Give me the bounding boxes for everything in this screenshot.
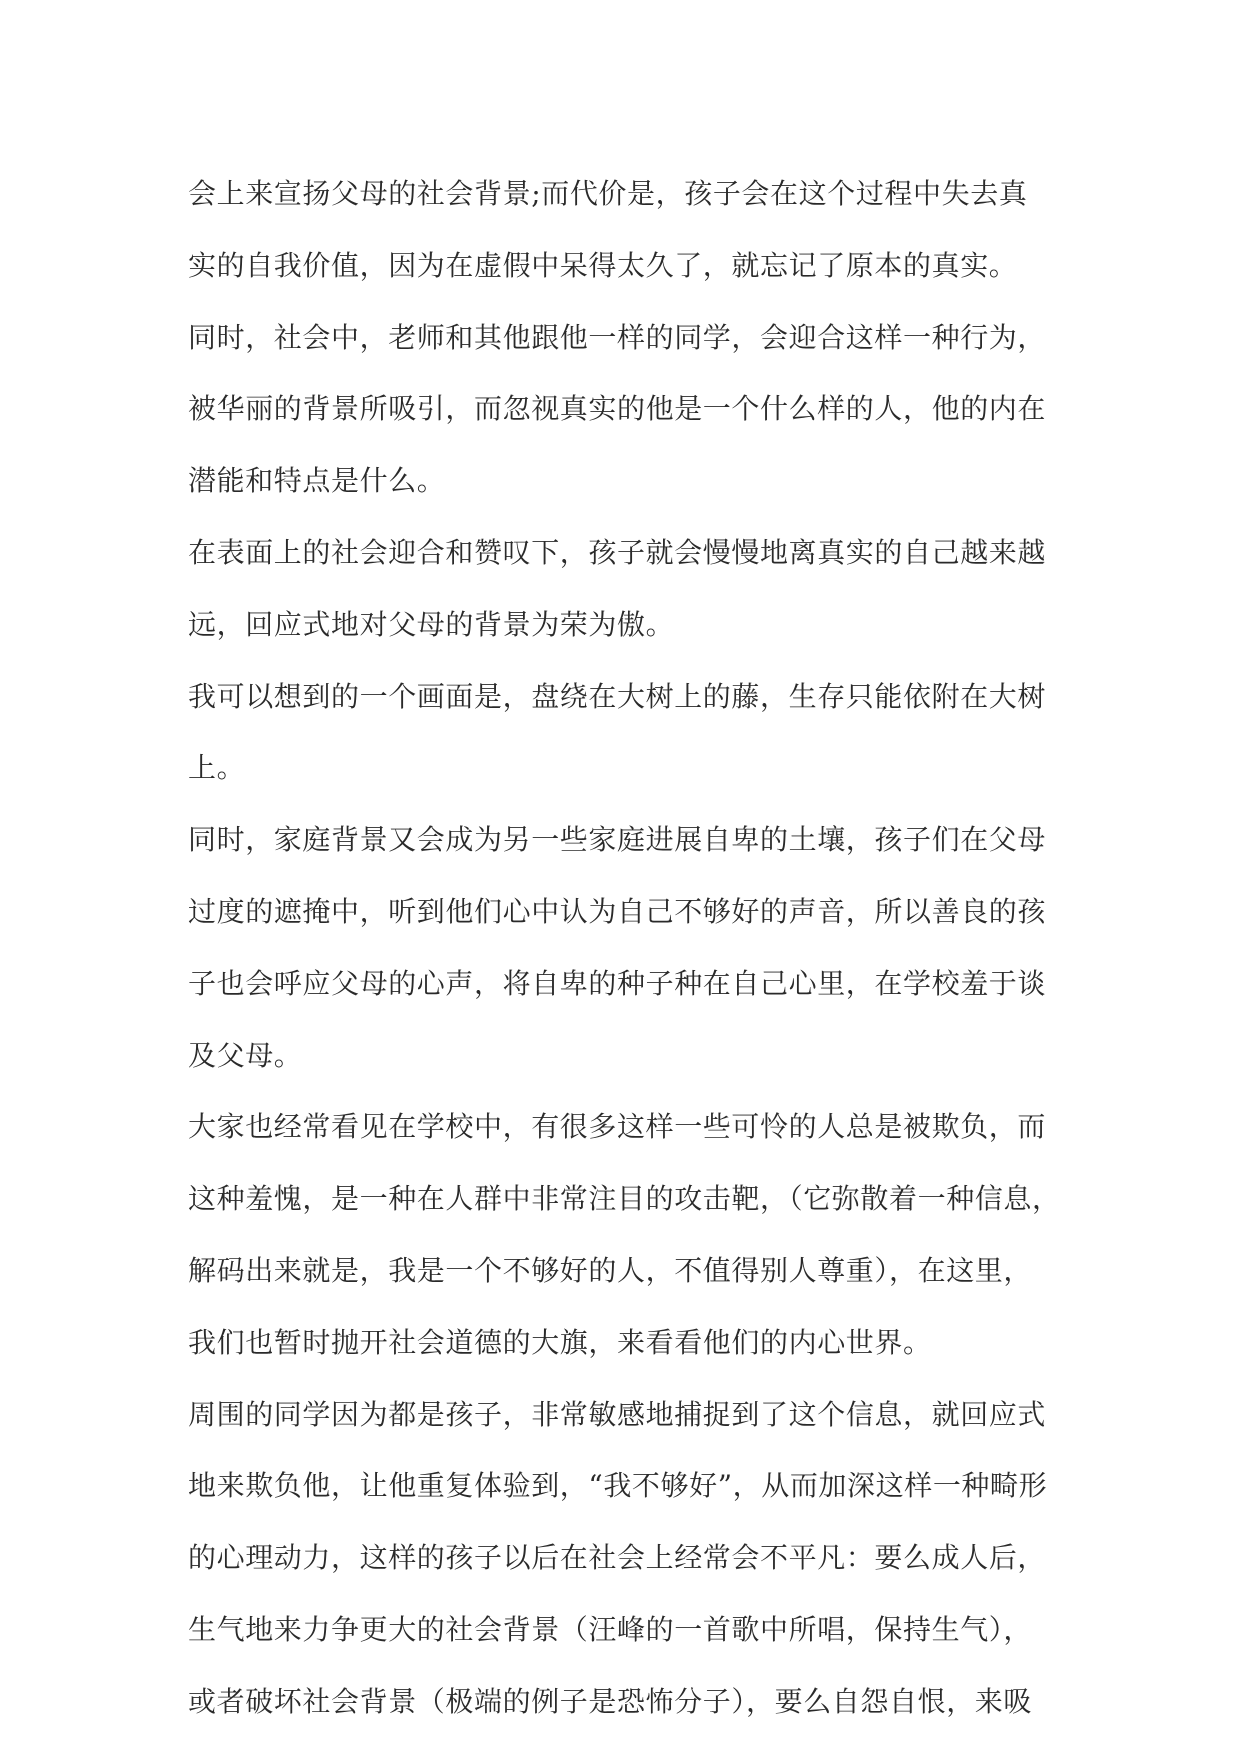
text-line: 解码出来就是，我是一个不够好的人，不值得别人尊重），在这里，: [188, 1253, 1033, 1287]
text-line: 在表面上的社会迎合和赞叹下，孩子就会慢慢地离真实的自己越来越: [188, 535, 1047, 569]
text-line: 或者破坏社会背景（极端的例子是恐怖分子），要么自怨自恨，来吸: [188, 1684, 1033, 1718]
text-line: 周围的同学因为都是孩子，非常敏感地捕捉到了这个信息，就回应式: [188, 1397, 1047, 1431]
text-line: 上。: [188, 751, 246, 785]
text-line: 过度的遮掩中，听到他们心中认为自己不够好的声音，所以善良的孩: [188, 894, 1047, 928]
text-line: 我可以想到的一个画面是，盘绕在大树上的藤，生存只能依附在大树: [188, 679, 1047, 713]
text-line: 子也会呼应父母的心声，将自卑的种子种在自己心里，在学校羞于谈: [188, 966, 1047, 1000]
text-line: 的心理动力，这样的孩子以后在社会上经常会不平凡：要么成人后，: [188, 1541, 1047, 1575]
text-line: 我们也暂时抛开社会道德的大旗，来看看他们的内心世界。: [188, 1325, 932, 1359]
body-text: [188, 158, 1061, 1738]
text-line: 被华丽的背景所吸引，而忽视真实的他是一个什么样的人，他的内在: [188, 392, 1047, 426]
text-line: 会上来宣扬父母的社会背景;而代价是，孩子会在这个过程中失去真: [188, 177, 1028, 210]
text-line: 这种羞愧，是一种在人群中非常注目的攻击靶，（它弥散着一种信息，: [188, 1182, 1061, 1216]
text-line: 同时，社会中，老师和其他跟他一样的同学，会迎合这样一种行为，: [188, 320, 1047, 354]
text-line: 地来欺负他，让他重复体验到，“我不够好”，从而加深这样一种畸形: [188, 1469, 1048, 1503]
text-line: 潜能和特点是什么。: [188, 464, 446, 498]
text-line: 大家也经常看见在学校中，有很多这样一些可怜的人总是被欺负，而: [188, 1110, 1047, 1144]
text-line: 实的自我价值，因为在虚假中呆得太久了，就忘记了原本的真实。: [188, 248, 1018, 282]
text-line: 生气地来力争更大的社会背景（汪峰的一首歌中所唱，保持生气），: [188, 1612, 1033, 1646]
text-line: 远，回应式地对父母的背景为荣为傲。: [188, 607, 675, 641]
text-line: 同时，家庭背景又会成为另一些家庭进展自卑的土壤，孩子们在父母: [188, 823, 1047, 857]
text-line: 及父母。: [188, 1038, 303, 1072]
